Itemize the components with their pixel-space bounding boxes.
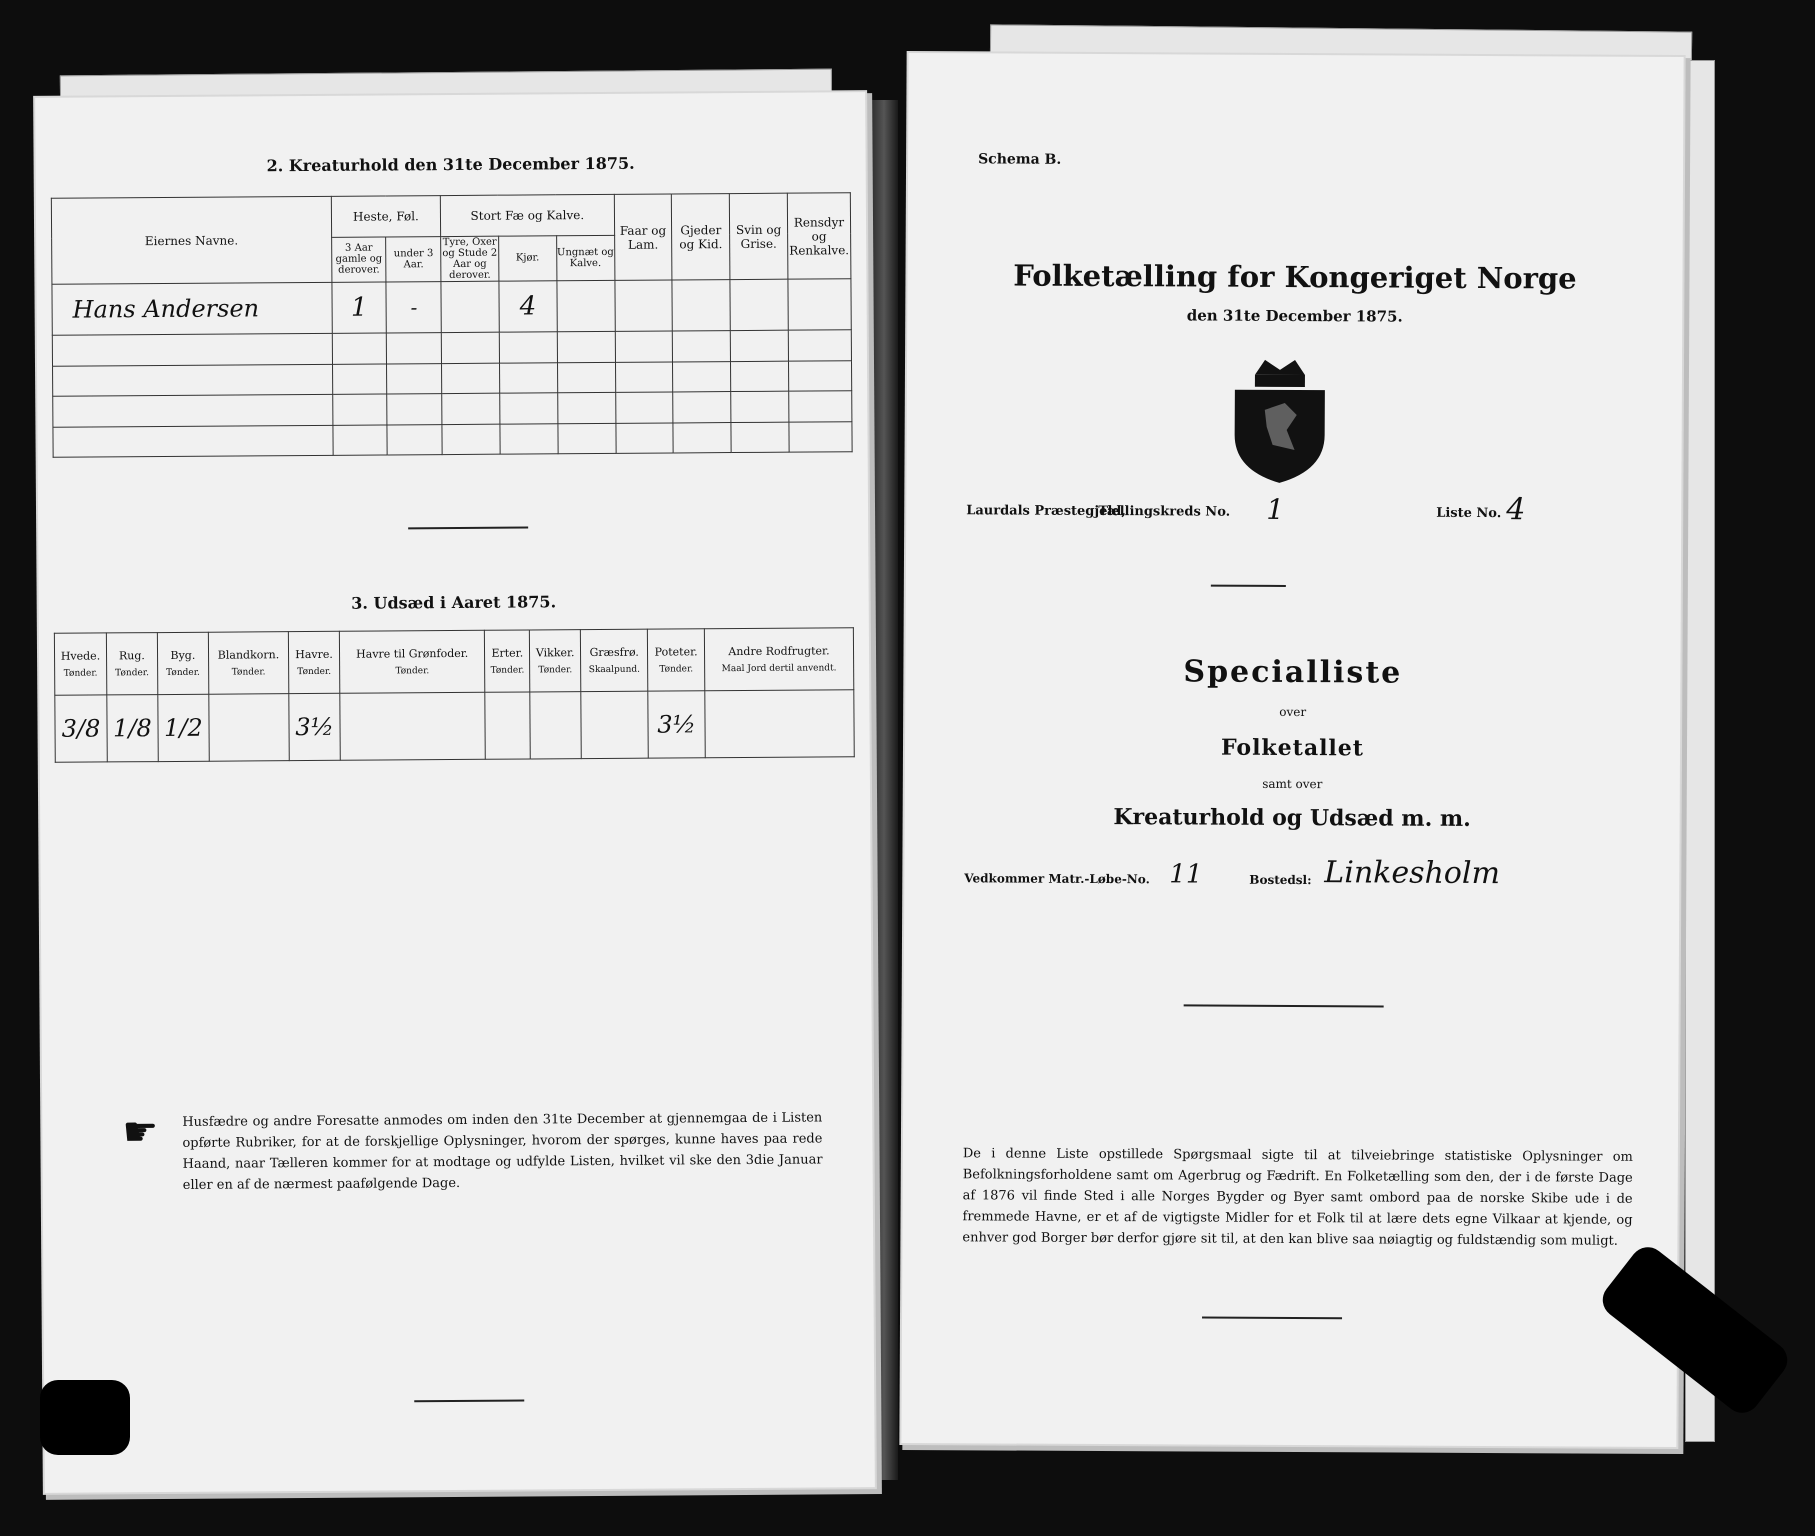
seed-value	[530, 692, 581, 759]
divider-rule	[408, 526, 528, 529]
empty-cell	[557, 331, 615, 362]
seed-header-cell	[648, 629, 705, 692]
seed-value	[485, 692, 530, 759]
cows-value: 4	[499, 281, 557, 332]
empty-cell	[332, 364, 387, 395]
left-page	[35, 92, 875, 1493]
goats-header: Gjeder og Kid.	[672, 194, 730, 281]
empty-cell	[499, 362, 557, 393]
seed-value: 1/2	[158, 695, 209, 762]
empty-cell	[442, 393, 500, 424]
seed-header-cell	[288, 631, 339, 694]
empty-cell	[673, 361, 731, 392]
horses-adult-value: 1	[332, 282, 387, 333]
seed-unit: Skaalpund.	[588, 664, 641, 676]
special-list-heading: Specialliste	[1183, 654, 1403, 691]
empty-cell	[673, 392, 731, 423]
empty-cell	[499, 332, 557, 363]
population-subject: Folketallet	[1220, 734, 1365, 762]
empty-cell	[500, 423, 558, 454]
middle-rule	[1184, 1004, 1384, 1007]
over-text-1: over	[1279, 704, 1307, 720]
place-value: Linkesholm	[1324, 855, 1501, 892]
empty-cell	[615, 362, 673, 393]
goats-value	[672, 280, 730, 331]
over-text-2: samt over	[1262, 776, 1323, 792]
intro-text: De i denne Liste opstillede Spørgsmaal sigte til at tilveiebringe statistiske Oplysninger om Befolkningsforholdene samt om Agerbrug og Fædrift. En Folketælling som den, der i de første Dage af 1876 vil finde Sted i alle Norges Bygder og Byer samt ombord paa de norske Skibe ude i de fremmede Havne, er et af de vigtigste Midler for et Folk til at lære dets egne Vilkaar at kjende, og enhver god Borger bør derfor gjøre sit til, at den kan blive saa nøiagtig og fuldstændig som muligt.	[962, 1146, 1633, 1249]
district-label: Tællingskreds No.	[1098, 503, 1231, 520]
schema-label: Schema B.	[978, 151, 1062, 168]
sheep-header: Faar og Lam.	[614, 194, 672, 281]
empty-cell	[557, 362, 615, 393]
owner-header: Eiernes Navne.	[51, 196, 331, 284]
seed-unit: Maal Jord dertil anvendt.	[721, 663, 837, 675]
seed-unit: Tønder.	[63, 668, 98, 679]
empty-cell	[52, 333, 332, 365]
empty-cell	[387, 424, 442, 455]
seed-header-cell	[54, 633, 106, 696]
empty-cell	[731, 361, 789, 392]
section2-title: 2. Kreaturhold den 31te December 1875.	[266, 153, 635, 176]
empty-cell	[789, 421, 852, 452]
empty-cell	[673, 422, 731, 453]
owner-name: Hans Andersen	[52, 283, 332, 336]
seed-crop-name: Andre Rodfrugter.	[728, 644, 830, 659]
seed-crop-name: Havre.	[295, 648, 333, 662]
empty-cell	[789, 391, 852, 422]
seed-unit: Tønder.	[231, 667, 266, 678]
empty-cell	[500, 393, 558, 424]
bulls-value	[441, 282, 499, 333]
seed-value: 1/8	[107, 695, 158, 762]
empty-cell	[332, 333, 387, 364]
seed-crop-name: Byg.	[170, 649, 196, 663]
seed-unit: Tønder.	[538, 665, 573, 676]
seed-header-cell	[157, 632, 208, 695]
bottom-rule-right	[1202, 1317, 1342, 1320]
cows-header: Kjør.	[499, 235, 557, 281]
seed-crop-name: Blandkorn.	[217, 648, 280, 662]
seed-unit: Tønder.	[659, 664, 694, 675]
sheep-value	[614, 280, 672, 331]
seed-header-cell	[485, 630, 530, 693]
seed-value	[340, 693, 486, 761]
book-spine	[870, 100, 898, 1480]
seed-crop-name: Havre til Grønfoder.	[356, 647, 469, 661]
seed-crop-name: Erter.	[491, 646, 524, 660]
census-date: den 31te December 1875.	[1186, 306, 1403, 326]
empty-cell	[673, 331, 731, 362]
seed-crop-name: Rug.	[118, 649, 145, 663]
thumb-left	[40, 1380, 130, 1455]
seed-header-cell	[208, 632, 289, 695]
empty-cell	[441, 332, 499, 363]
pigs-value	[730, 279, 788, 330]
seed-header-cell	[106, 633, 157, 696]
seed-crop-name: Poteter.	[654, 645, 698, 659]
seed-unit: Tønder.	[297, 667, 332, 678]
seed-header-cell	[581, 629, 649, 692]
empty-cell	[53, 364, 333, 396]
list-value: 4	[1506, 492, 1526, 528]
livestock-table	[51, 192, 853, 458]
horses-header: Heste, Føl.	[331, 196, 441, 237]
empty-cell	[615, 422, 673, 453]
pointing-hand-icon: ☛	[122, 1109, 159, 1156]
empty-cell	[558, 423, 616, 454]
seed-crop-name: Hvede.	[60, 649, 101, 663]
place-label: Bostedsl:	[1249, 872, 1312, 888]
seed-crop-name: Vikker.	[535, 646, 575, 660]
empty-cell	[788, 360, 851, 391]
calves-value	[557, 281, 615, 332]
empty-cell	[53, 425, 333, 457]
empty-cell	[731, 391, 789, 422]
empty-cell	[731, 422, 789, 453]
horses-young-header: under 3 Aar.	[386, 236, 441, 282]
document-title: Folketælling for Kongeriget Norge	[1013, 258, 1577, 296]
reindeer-header: Rensdyr og Renkalve.	[787, 193, 851, 280]
cattle-header: Stort Fæ og Kalve.	[440, 194, 614, 236]
seed-value: 3½	[289, 694, 340, 761]
matr-label: Vedkommer Matr.-Løbe-No.	[964, 871, 1150, 887]
coat-of-arms-icon	[1224, 355, 1335, 486]
horses-adult-header: 3 Aar gamle og derover.	[331, 237, 386, 283]
pigs-header: Svin og Grise.	[729, 193, 787, 280]
seed-unit: Tønder.	[115, 668, 149, 679]
calves-header: Ungnæt og Kalve.	[556, 235, 614, 281]
seed-value	[705, 690, 855, 758]
horses-young-value: -	[386, 282, 441, 333]
seed-header-cell	[339, 630, 485, 693]
seed-value: 3/8	[55, 695, 107, 762]
bottom-rule	[414, 1400, 524, 1403]
seed-unit: Tønder.	[395, 666, 430, 677]
bulls-header: Tyre, Oxer og Stude 2 Aar og derover.	[442, 236, 498, 281]
seed-unit: Tønder.	[166, 668, 200, 679]
matr-value: 11	[1169, 859, 1203, 890]
empty-cell	[615, 331, 673, 362]
district-value: 1	[1266, 492, 1285, 526]
empty-cell	[788, 330, 851, 361]
right-page	[901, 53, 1683, 1447]
empty-cell	[557, 392, 615, 423]
empty-cell	[730, 330, 788, 361]
empty-cell	[615, 392, 673, 423]
parish-label: Laurdals Præstegjeld,	[966, 503, 1126, 520]
seed-value	[581, 692, 649, 759]
seed-value	[209, 694, 290, 761]
seed-table	[54, 627, 855, 763]
section3-title: 3. Udsæd i Aaret 1875.	[351, 592, 557, 613]
seed-header-cell	[530, 630, 581, 693]
title-rule	[1211, 585, 1286, 587]
list-label: Liste No.	[1436, 505, 1502, 522]
reindeer-value	[788, 279, 851, 330]
empty-cell	[442, 363, 500, 394]
livestock-subject: Kreaturhold og Udsæd m. m.	[1113, 804, 1471, 832]
seed-unit: Tønder.	[490, 665, 525, 676]
empty-cell	[387, 363, 442, 394]
underlying-sheet-right-edge	[1685, 60, 1715, 1442]
empty-cell	[387, 333, 442, 364]
empty-cell	[53, 394, 333, 426]
notice-text: Husfædre og andre Foresatte anmodes om inden den 31te December at gjennemgaa de i Listen opførte Rubriker, for at de forskjellige Oplysninger, hvorom der spørges, kunne haves paa rede Haand, naar Tælleren kommer for at modtage og udfylde Listen, hvilket vil ske den 3die Januar eller en af de nærmest paafølgende Dage.	[182, 1110, 823, 1193]
seed-header-cell	[704, 628, 854, 692]
seed-crop-name: Græsfrø.	[589, 645, 639, 660]
seed-value: 3½	[648, 691, 705, 758]
empty-cell	[387, 394, 442, 425]
empty-cell	[332, 394, 387, 425]
empty-cell	[333, 424, 388, 455]
empty-cell	[442, 424, 500, 455]
